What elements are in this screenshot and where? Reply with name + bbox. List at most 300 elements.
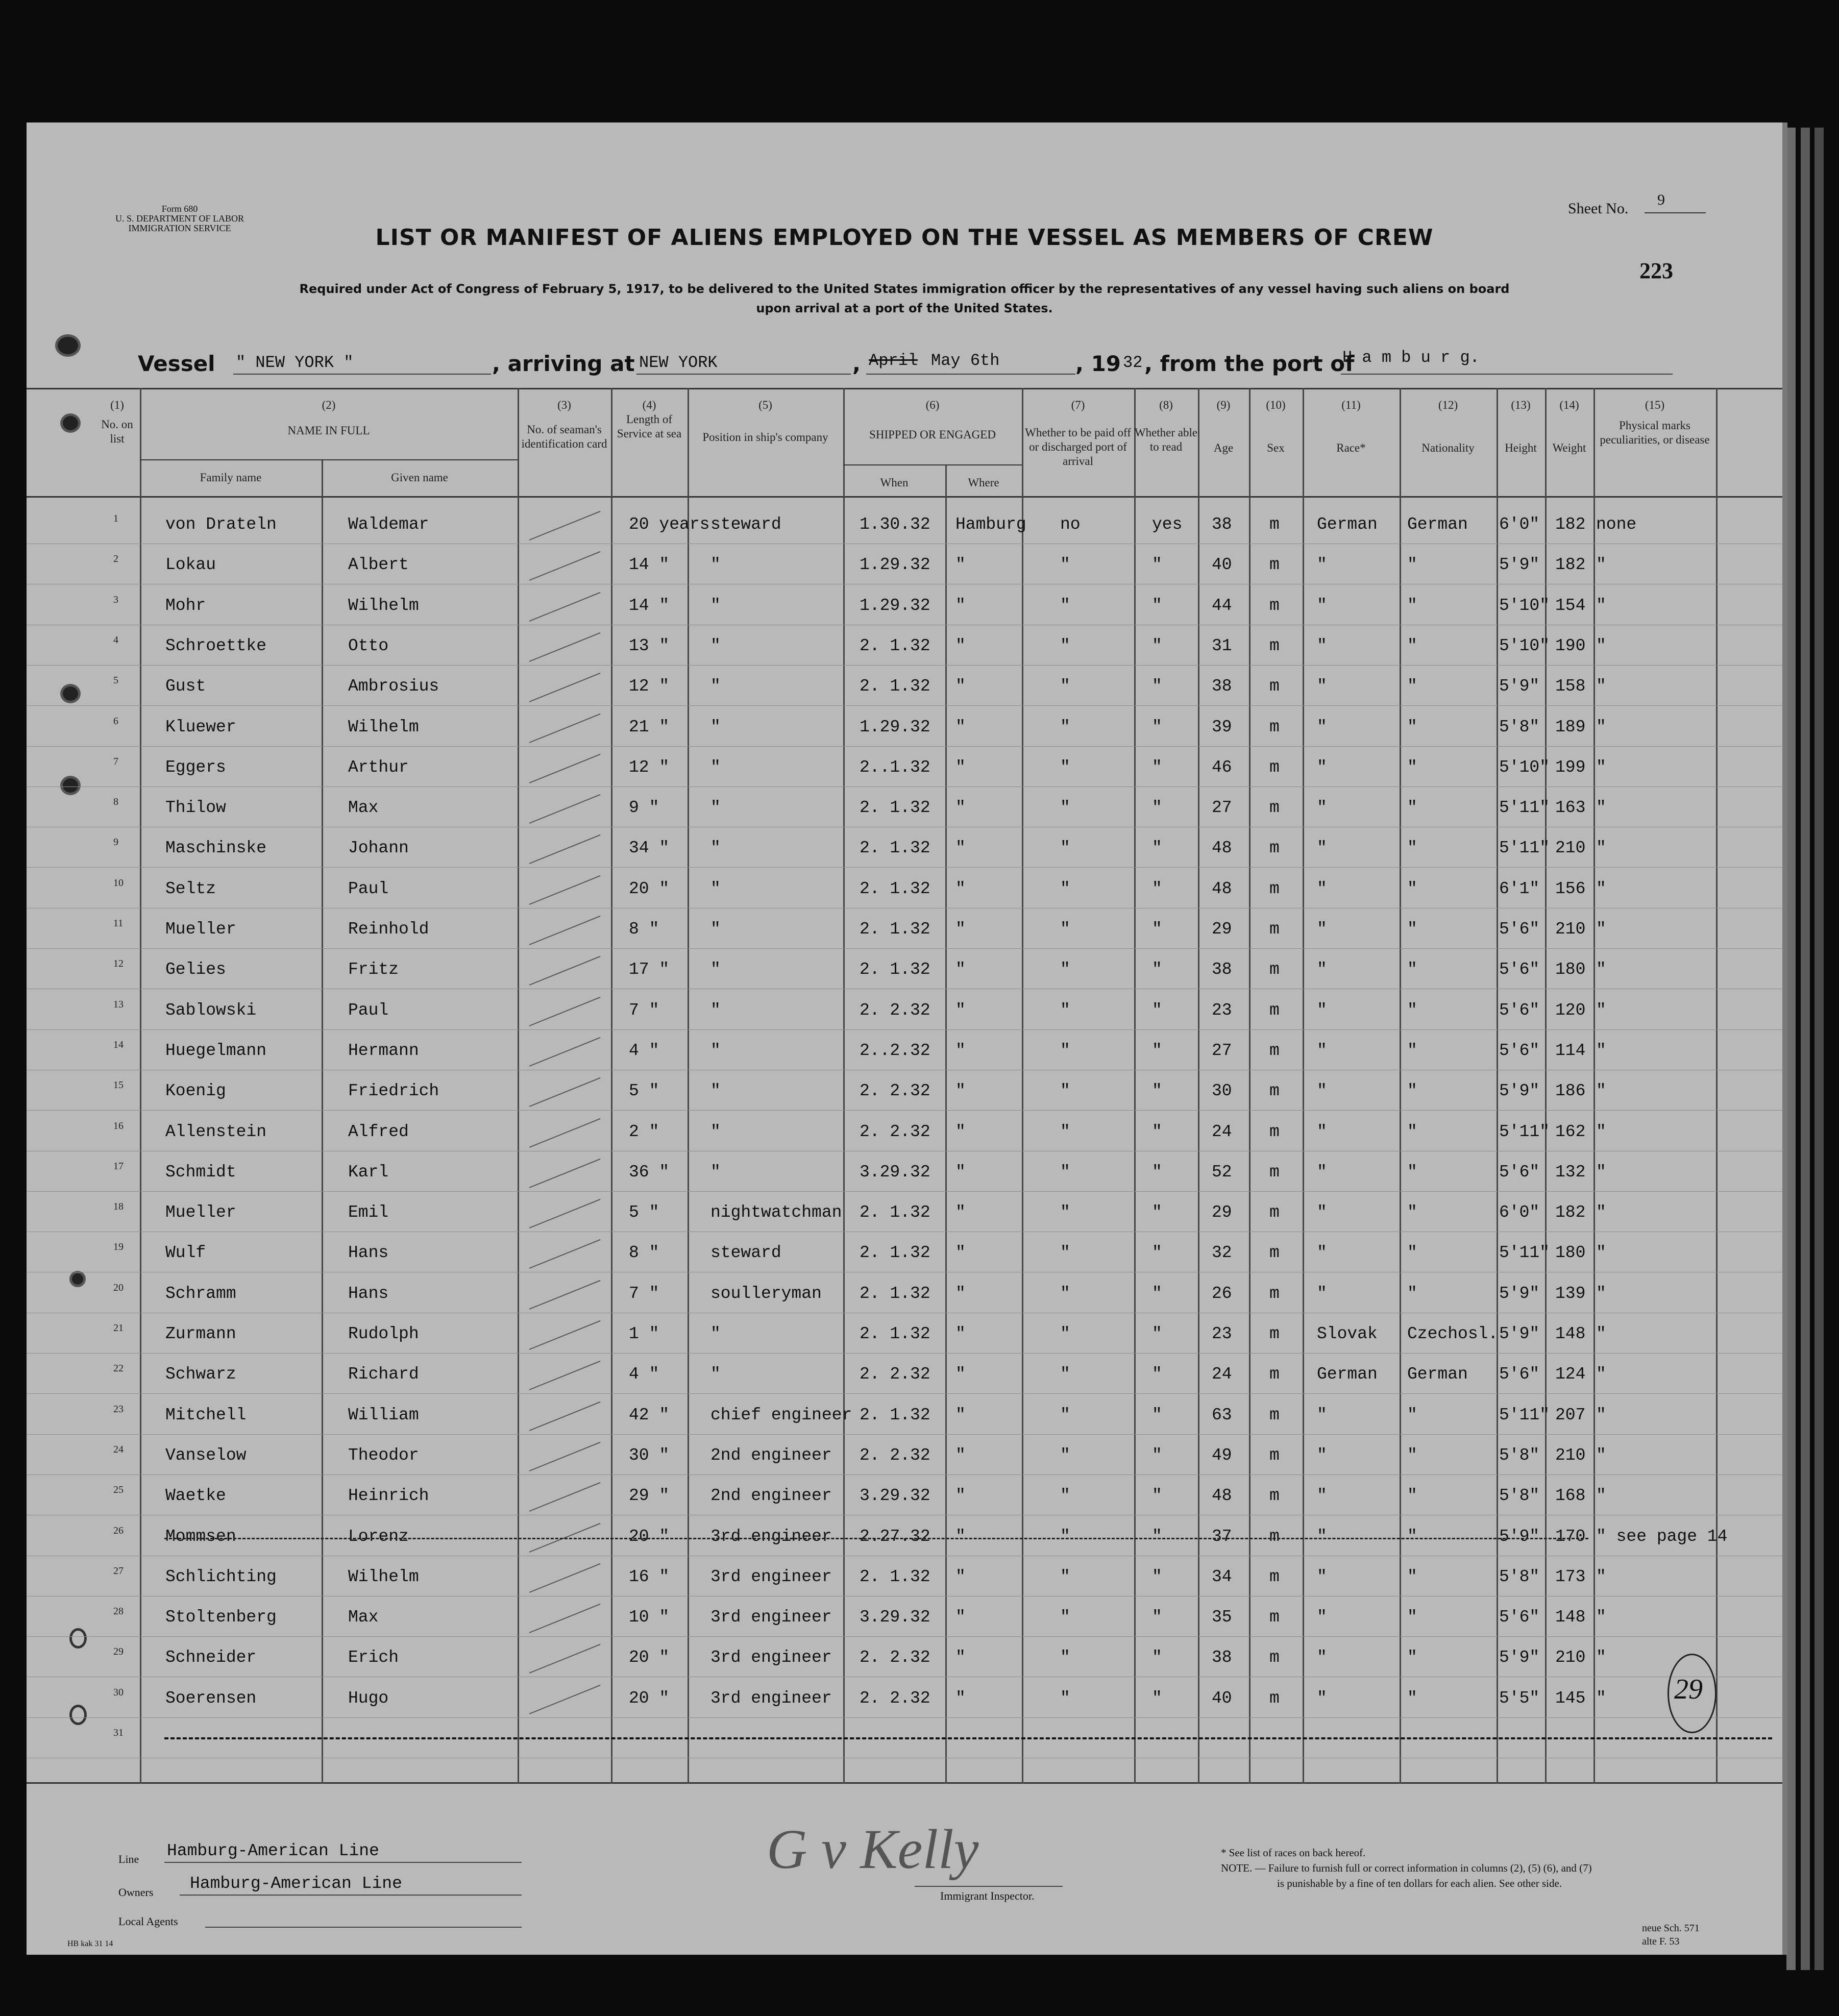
form-title: LIST OR MANIFEST OF ALIENS EMPLOYED ON THE VESSEL AS MEMBERS OF CREW: [375, 225, 1434, 251]
age: 29: [1212, 920, 1232, 939]
table-row: [27, 1722, 1782, 1762]
weight: 170: [1555, 1527, 1586, 1546]
table-row: [27, 589, 1782, 629]
row-rule: [27, 1434, 1782, 1435]
shipped-where: ": [955, 1203, 966, 1222]
weight: 210: [1555, 1648, 1586, 1667]
height: 5'9": [1499, 1081, 1540, 1101]
sex: m: [1269, 1405, 1280, 1424]
shipped-where: ": [955, 757, 966, 777]
shipped-where: ": [955, 1000, 966, 1020]
height: 5'11": [1499, 798, 1550, 818]
paid-off: ": [1060, 1324, 1070, 1343]
table-row: [27, 1074, 1782, 1115]
owners-label: Owners: [118, 1886, 154, 1899]
service-length: 20 ": [629, 1688, 670, 1708]
nationality: ": [1407, 1162, 1417, 1182]
able-to-read: yes: [1152, 515, 1183, 534]
line-underline: [164, 1862, 522, 1863]
sex: m: [1269, 596, 1280, 615]
shipped-when: 2..1.32: [860, 757, 930, 777]
weight: 182: [1555, 1203, 1586, 1222]
nationality: ": [1407, 960, 1417, 979]
position: 3rd engineer: [710, 1567, 832, 1586]
table-row: [27, 872, 1782, 913]
paid-off: ": [1060, 1486, 1070, 1506]
physical-marks: ": [1596, 596, 1606, 615]
table-row: [27, 710, 1782, 751]
physical-marks: ": [1596, 1324, 1606, 1343]
table-row: [27, 1682, 1782, 1722]
able-to-read: ": [1152, 1567, 1162, 1586]
sex: m: [1269, 1243, 1280, 1263]
table-row: [27, 831, 1782, 872]
given-name: Wilhelm: [348, 596, 419, 615]
sex: m: [1269, 1648, 1280, 1667]
year: 32: [1123, 353, 1143, 372]
position: ": [710, 596, 721, 615]
race: ": [1317, 1567, 1327, 1586]
row-rule: [27, 1474, 1782, 1475]
shipped-where: ": [955, 1365, 966, 1384]
shipped-when: 2. 1.32: [860, 920, 930, 939]
id-card-slash: [529, 754, 601, 783]
id-card-slash: [529, 956, 601, 986]
family-name: Mitchell: [165, 1405, 247, 1424]
nationality: ": [1407, 596, 1417, 615]
given-name: Wilhelm: [348, 1567, 419, 1586]
table-row: [27, 1317, 1782, 1358]
able-to-read: ": [1152, 1486, 1162, 1506]
schedule-codes: neue Sch. 571 alte F. 53: [1642, 1923, 1700, 1947]
nationality: ": [1407, 1081, 1417, 1101]
row-number: 14: [113, 1039, 124, 1050]
shipped-when: 2. 1.32: [860, 798, 930, 818]
given-name: Rudolph: [348, 1324, 419, 1343]
row-rule: [27, 1393, 1782, 1394]
page-stack-edge: [1786, 128, 1796, 1970]
family-name: Thilow: [165, 798, 226, 818]
shipped-where: ": [955, 839, 966, 858]
shipped-where: ": [955, 879, 966, 898]
row-number: 17: [113, 1160, 124, 1172]
row-number: 31: [113, 1727, 124, 1738]
row-rule: [27, 1029, 1782, 1030]
line-label: Line: [118, 1853, 139, 1865]
weight: 182: [1555, 515, 1586, 534]
family-name: Schramm: [165, 1284, 236, 1303]
physical-marks: ": [1596, 636, 1606, 655]
physical-marks: ": [1596, 1000, 1606, 1020]
physical-marks: ": [1596, 677, 1606, 696]
race: ": [1317, 1527, 1327, 1546]
position: chief engineer: [710, 1405, 852, 1424]
race: ": [1317, 1608, 1327, 1627]
id-card-slash: [529, 1563, 601, 1593]
weight: 210: [1555, 1445, 1586, 1465]
position: ": [710, 1365, 721, 1384]
race: ": [1317, 1000, 1327, 1020]
id-card-slash: [529, 713, 601, 743]
row-rule: [27, 1636, 1782, 1637]
agents-label: Local Agents: [118, 1915, 178, 1928]
height: 5'6": [1499, 1365, 1540, 1384]
manifest-page: [27, 122, 1787, 1955]
inspector-signature: G v Kelly: [767, 1818, 979, 1880]
shipped-when: 2. 2.32: [860, 1688, 930, 1708]
shipped-when: 2. 1.32: [860, 1243, 930, 1263]
able-to-read: ": [1152, 1041, 1162, 1060]
paid-off: ": [1060, 1122, 1070, 1141]
shipped-where: ": [955, 1122, 966, 1141]
nationality: ": [1407, 879, 1417, 898]
weight: 148: [1555, 1608, 1586, 1627]
table-row: [27, 791, 1782, 831]
row-number: 28: [113, 1606, 124, 1617]
height: 5'8": [1499, 1445, 1540, 1465]
race: ": [1317, 879, 1327, 898]
weight: 180: [1555, 1243, 1586, 1263]
sex: m: [1269, 1365, 1280, 1384]
family-name: Schneider: [165, 1648, 257, 1667]
id-card-slash: [529, 1280, 601, 1310]
shipped-when: 2. 1.32: [860, 1567, 930, 1586]
height: 6'1": [1499, 879, 1540, 898]
physical-marks: ": [1596, 1486, 1606, 1506]
table-row: [27, 1479, 1782, 1519]
id-card-slash: [529, 1442, 601, 1471]
arriving-label: , arriving at: [492, 351, 635, 376]
race: German: [1317, 1365, 1378, 1384]
age: 40: [1212, 555, 1232, 575]
row-rule: [27, 1191, 1782, 1192]
shipped-when: 3.29.32: [860, 1162, 930, 1182]
row-number: 12: [113, 958, 124, 970]
weight: 189: [1555, 717, 1586, 736]
height: 5'8": [1499, 717, 1540, 736]
given-name: Karl: [348, 1162, 389, 1182]
position: ": [710, 839, 721, 858]
able-to-read: ": [1152, 1527, 1162, 1546]
position: ": [710, 757, 721, 777]
able-to-read: ": [1152, 1608, 1162, 1627]
col-header-height: (13) Height: [1505, 399, 1537, 454]
given-name: Friedrich: [348, 1081, 439, 1101]
age: 24: [1212, 1122, 1232, 1141]
vessel-name: " NEW YORK ": [236, 353, 354, 372]
shipped-where: ": [955, 636, 966, 655]
print-code: HB kak 31 14: [67, 1939, 113, 1948]
paid-off: ": [1060, 1041, 1070, 1060]
shipped-where: ": [955, 1405, 966, 1424]
id-card-slash: [529, 1401, 601, 1431]
physical-marks: ": [1596, 1688, 1606, 1708]
paid-off: ": [1060, 798, 1070, 818]
owners-value: Hamburg-American Line: [190, 1874, 402, 1893]
row-number: 25: [113, 1484, 124, 1496]
physical-marks: ": [1596, 1648, 1606, 1667]
able-to-read: ": [1152, 1203, 1162, 1222]
shipped-subheader-rule: [843, 464, 1022, 465]
race: ": [1317, 1081, 1327, 1101]
id-card-slash: [529, 632, 601, 662]
service-length: 20 years: [629, 515, 710, 534]
paid-off: ": [1060, 677, 1070, 696]
nationality: ": [1407, 1486, 1417, 1506]
height: 5'5": [1499, 1688, 1540, 1708]
able-to-read: ": [1152, 636, 1162, 655]
date-struck: April: [869, 351, 918, 370]
arriving-underline: [636, 374, 851, 375]
physical-marks: ": [1596, 1041, 1606, 1060]
able-to-read: ": [1152, 1648, 1162, 1667]
sex: m: [1269, 1122, 1280, 1141]
sex: m: [1269, 920, 1280, 939]
given-name: Lorenz: [348, 1527, 409, 1546]
race: ": [1317, 1486, 1327, 1506]
row-number: 1: [113, 513, 118, 524]
nationality: ": [1407, 1445, 1417, 1465]
height: 5'9": [1499, 1527, 1540, 1546]
shipped-where: ": [955, 717, 966, 736]
from-port: H a m b u r g.: [1342, 348, 1480, 367]
paid-off: ": [1060, 596, 1070, 615]
shipped-when: 2. 1.32: [860, 1324, 930, 1343]
family-name: Kluewer: [165, 717, 236, 736]
shipped-where: ": [955, 1243, 966, 1263]
age: 48: [1212, 839, 1232, 858]
able-to-read: ": [1152, 1243, 1162, 1263]
position: ": [710, 1324, 721, 1343]
family-name: Koenig: [165, 1081, 226, 1101]
weight: 124: [1555, 1365, 1586, 1384]
nationality: ": [1407, 1405, 1417, 1424]
position: 2nd engineer: [710, 1445, 832, 1465]
height: 5'9": [1499, 1648, 1540, 1667]
shipped-where: ": [955, 1081, 966, 1101]
service-length: 4 ": [629, 1365, 659, 1384]
sex: m: [1269, 1688, 1280, 1708]
given-name: Max: [348, 1608, 379, 1627]
subheader-where: Where: [968, 476, 999, 489]
weight: 182: [1555, 555, 1586, 575]
col-header-nationality: (12) Nationality: [1421, 399, 1475, 454]
given-name: Albert: [348, 555, 409, 575]
given-name: William: [348, 1405, 419, 1424]
id-card-slash: [529, 551, 601, 581]
height: 5'9": [1499, 1324, 1540, 1343]
service-length: 14 ": [629, 596, 670, 615]
table-row: [27, 1601, 1782, 1641]
shipped-where: Hamburg: [955, 515, 1026, 534]
shipped-where: ": [955, 1324, 966, 1343]
position: 2nd engineer: [710, 1486, 832, 1506]
family-name: Schlichting: [165, 1567, 277, 1586]
table-top-border: [27, 388, 1782, 389]
shipped-when: 2.27.32: [860, 1527, 930, 1546]
punch-hole: [60, 413, 81, 433]
id-card-slash: [529, 1118, 601, 1147]
shipped-where: ": [955, 1567, 966, 1586]
height: 5'11": [1499, 1243, 1550, 1263]
height: 5'6": [1499, 920, 1540, 939]
sex: m: [1269, 879, 1280, 898]
physical-marks: ": [1596, 1445, 1606, 1465]
agents-underline: [205, 1927, 522, 1928]
nationality: ": [1407, 677, 1417, 696]
family-name: Mommsen: [165, 1527, 236, 1546]
col-header-read: (8) Whether able to read: [1134, 399, 1198, 453]
given-name: Waldemar: [348, 515, 429, 534]
physical-marks: ": [1596, 798, 1606, 818]
row-number: 22: [113, 1363, 124, 1374]
shipped-when: 2. 2.32: [860, 1081, 930, 1101]
race: ": [1317, 839, 1327, 858]
id-card-slash: [529, 1604, 601, 1633]
weight: 162: [1555, 1122, 1586, 1141]
shipped-when: 2. 1.32: [860, 960, 930, 979]
age: 39: [1212, 717, 1232, 736]
from-label: , from the port of: [1144, 351, 1355, 376]
sex: m: [1269, 798, 1280, 818]
able-to-read: ": [1152, 555, 1162, 575]
physical-marks: ": [1596, 1122, 1606, 1141]
row-rule: [27, 786, 1782, 787]
row-number: 13: [113, 998, 124, 1010]
family-name: Eggers: [165, 757, 226, 777]
paid-off: ": [1060, 757, 1070, 777]
shipped-when: 2. 2.32: [860, 1445, 930, 1465]
able-to-read: ": [1152, 798, 1162, 818]
position: ": [710, 677, 721, 696]
able-to-read: ": [1152, 1445, 1162, 1465]
paid-off: ": [1060, 1445, 1070, 1465]
shipped-when: 1.29.32: [860, 555, 930, 575]
vessel-underline: [233, 374, 491, 375]
height: 6'0": [1499, 1203, 1540, 1222]
service-length: 1 ": [629, 1324, 659, 1343]
family-name: Mueller: [165, 920, 236, 939]
shipped-where: ": [955, 1162, 966, 1182]
able-to-read: ": [1152, 757, 1162, 777]
height: 5'6": [1499, 1000, 1540, 1020]
id-card-slash: [529, 1685, 601, 1714]
row-number: 27: [113, 1565, 124, 1577]
weight: 163: [1555, 798, 1586, 818]
family-name: von Drateln: [165, 515, 277, 534]
physical-marks: ": [1596, 717, 1606, 736]
shipped-when: 2. 2.32: [860, 1365, 930, 1384]
paid-off: ": [1060, 1081, 1070, 1101]
id-card-slash: [529, 1239, 601, 1269]
service-length: 36 ": [629, 1162, 670, 1182]
subheader-given: Given name: [391, 471, 448, 484]
family-name: Schroettke: [165, 636, 267, 655]
circled-count: 29: [1674, 1674, 1703, 1705]
race: Slovak: [1317, 1324, 1378, 1343]
port-underline: [1341, 374, 1673, 375]
shipped-when: 2. 1.32: [860, 1203, 930, 1222]
able-to-read: ": [1152, 1688, 1162, 1708]
race: ": [1317, 1162, 1327, 1182]
family-name: Gust: [165, 677, 206, 696]
table-row: [27, 1034, 1782, 1074]
id-card-slash: [529, 1361, 601, 1390]
age: 34: [1212, 1567, 1232, 1586]
id-card-slash: [529, 875, 601, 905]
age: 44: [1212, 596, 1232, 615]
height: 5'10": [1499, 596, 1550, 615]
service-length: 14 ": [629, 555, 670, 575]
race: ": [1317, 757, 1327, 777]
row-number: 15: [113, 1079, 124, 1091]
page-stack-edge: [1801, 128, 1810, 1970]
age: 52: [1212, 1162, 1232, 1182]
shipped-when: 3.29.32: [860, 1486, 930, 1506]
race: ": [1317, 677, 1327, 696]
sex: m: [1269, 717, 1280, 736]
service-length: 8 ": [629, 1243, 659, 1263]
able-to-read: ": [1152, 879, 1162, 898]
name-subheader-rule: [140, 459, 518, 460]
sheet-underline: [1645, 212, 1706, 213]
given-name: Fritz: [348, 960, 399, 979]
col-header-paidoff: (7) Whether to be paid off or discharged port of arrival: [1025, 399, 1131, 468]
sex: m: [1269, 1000, 1280, 1020]
service-length: 10 ": [629, 1608, 670, 1627]
able-to-read: ": [1152, 1365, 1162, 1384]
age: 37: [1212, 1527, 1232, 1546]
table-row: [27, 1277, 1782, 1317]
col-header-idcard: (3) No. of seaman's identification card: [521, 399, 607, 450]
given-name: Emil: [348, 1203, 389, 1222]
service-length: 7 ": [629, 1000, 659, 1020]
table-header-bottom-border: [27, 496, 1782, 498]
nationality: ": [1407, 839, 1417, 858]
paid-off: ": [1060, 879, 1070, 898]
row-number: 18: [113, 1201, 124, 1213]
physical-marks: none: [1596, 515, 1637, 534]
physical-marks: ": [1596, 1365, 1606, 1384]
age: 31: [1212, 636, 1232, 655]
id-card-slash: [529, 1482, 601, 1512]
weight: 145: [1555, 1688, 1586, 1708]
paid-off: ": [1060, 1527, 1070, 1546]
race: German: [1317, 515, 1378, 534]
nationality: ": [1407, 1648, 1417, 1667]
family-name: Gelies: [165, 960, 226, 979]
age: 32: [1212, 1243, 1232, 1263]
service-length: 9 ": [629, 798, 659, 818]
weight: 158: [1555, 677, 1586, 696]
given-name: Hermann: [348, 1041, 419, 1060]
row-number: 10: [113, 877, 124, 889]
row-number: 5: [113, 675, 118, 686]
race: ": [1317, 596, 1327, 615]
position: soulleryman: [710, 1284, 822, 1303]
height: 5'8": [1499, 1486, 1540, 1506]
given-name: Reinhold: [348, 920, 429, 939]
nationality: ": [1407, 636, 1417, 655]
nationality: ": [1407, 798, 1417, 818]
sheet-label: Sheet No.: [1568, 200, 1629, 217]
position: ": [710, 555, 721, 575]
weight: 148: [1555, 1324, 1586, 1343]
age: 27: [1212, 798, 1232, 818]
shipped-when: 1.29.32: [860, 717, 930, 736]
height: 5'11": [1499, 1405, 1550, 1424]
sex: m: [1269, 1486, 1280, 1506]
